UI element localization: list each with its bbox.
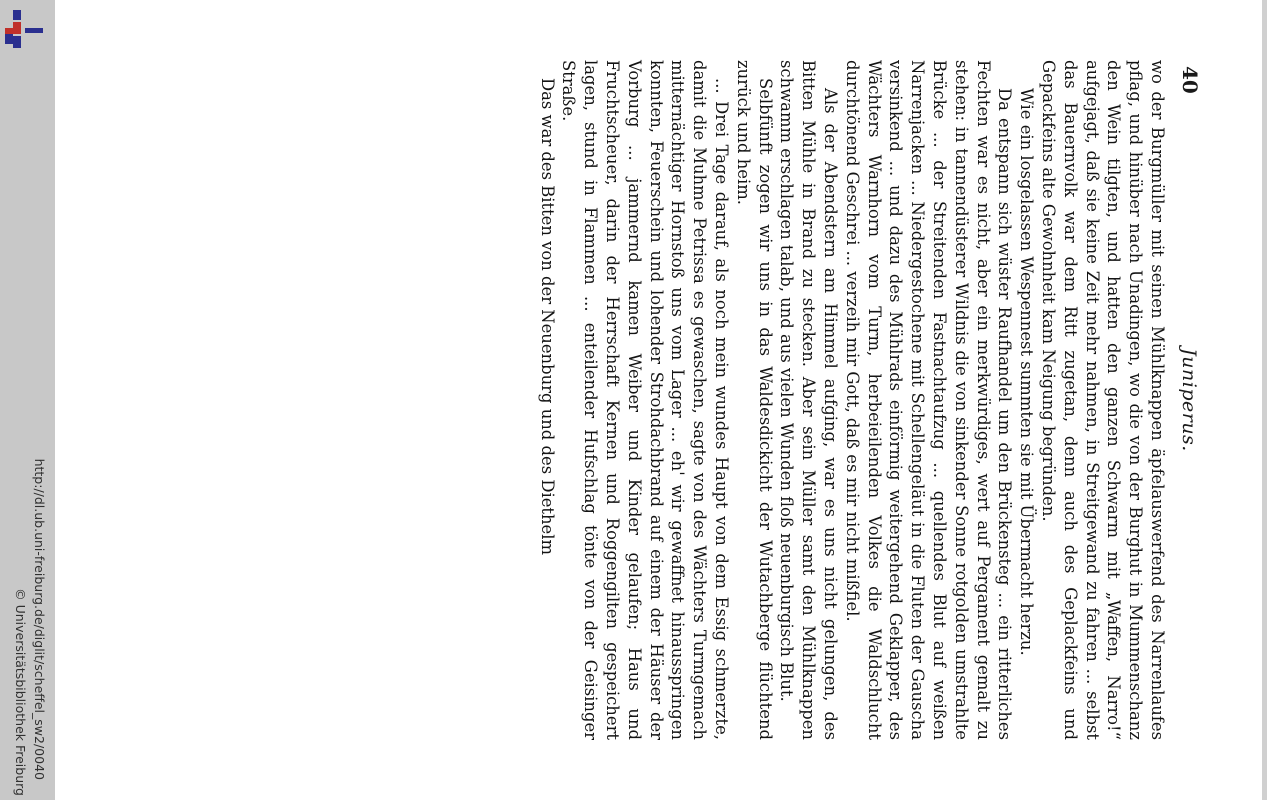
scanned-page (55, 0, 1267, 800)
page-edge (1262, 0, 1267, 800)
paragraph: Das war des Bitten von der Neuenburg und des Diethelm (537, 78, 557, 556)
paragraph: Da entspann sich wüster Raufhandel um den Brückensteg ... ein ritterliches Fechten war es nicht, aber ein merkwürdiges, wert auf Pergament gemalt zu stehen: in tannendüsterer Wildnis die von sinkender Sonne rotgolden umstrahlte Brücke ... der Streitenden Fastnachtaufzug ... quellendes Blut auf weißen Narrenjacken ... Niedergestochene mit Schellengeläut in die Fluten der Gauscha versinkend ... und dazu des Mühlrads einförmig weitergehend Geklapper, des Wächters Warnhorn vom Turm, herbeieilenden Volkes die Waldschlucht durchtönend Geschrei ... verzeih mir Gott, daß es mir nicht mißfiel. (842, 60, 1015, 740)
paragraph: Als der Abendstern am Himmel aufging, war es uns nicht gelungen, des Bitten Mühle in Brand zu stecken. Aber sein Müller samt den Mühlknappen schwamm erschlagen talab, und aus vielen Wunden floß neuenburgisch Blut. (777, 60, 841, 740)
paragraph: wo der Burgmüller mit seinen Mühlknappen äpfelauswerfend des Narrenlaufes pflag, und hinüber nach Unadingen, wo die von der Burghut in Mummenschanz den Wein tilgten, und hatten den ganzen Schwarm mit „Waffen, Narro!“ aufgejagt, daß sie keine Zeit mehr nahmen, in Streitgewand zu fahren ... selbst das Bauernvolk war dem Ritt zugetan, denn auch des Geplackfeins und Gepackfeins alte Gewohnheit kam Neigung begründen. (1039, 60, 1167, 740)
sidebar-info (5, 0, 49, 800)
paragraph: ... Drei Tage darauf, als noch mein wundes Haupt von dem Essig schmerzte, damit die Muhme Petrissa es gewaschen, sagte von des Wächters Turmgemach mitternächtiger Hornstoß uns vom Lager ... eh' wir gewaffnet hinausspringen konnten, Feuerschein und lohender Strohdachbrand auf einem der Häuser der Vorburg ... jammernd kamen Weiber und Kinder gelaufen; Haus und Fruchtscheuer, darin der Herrschaft Kernen und Roggengilten gespeichert lagen, stund in Flammen ... enteilender Hufschlag tönte von der Geisinger Straße. (559, 60, 732, 740)
paragraph: Selbfünft zogen wir uns in das Waldesdickicht der Wutachberge flüchtend zurück und heim. (733, 60, 775, 740)
copyright-notice: © Universitätsbibliothek Freiburg (13, 588, 28, 796)
source-url-link[interactable]: http://dl.ub.uni-freiburg.de/diglit/scheffel_sw2/0040 (32, 458, 47, 780)
page-body (536, 60, 1172, 740)
page-header (1172, 60, 1206, 740)
sidebar (0, 0, 55, 800)
page-content (166, 60, 1206, 740)
running-title: Juniperus. (1178, 348, 1200, 452)
page-number: 40 (1178, 66, 1202, 94)
paragraph: Wie ein losgelassen Wespennest summten sie mit Übermacht herzu. (1017, 88, 1037, 656)
